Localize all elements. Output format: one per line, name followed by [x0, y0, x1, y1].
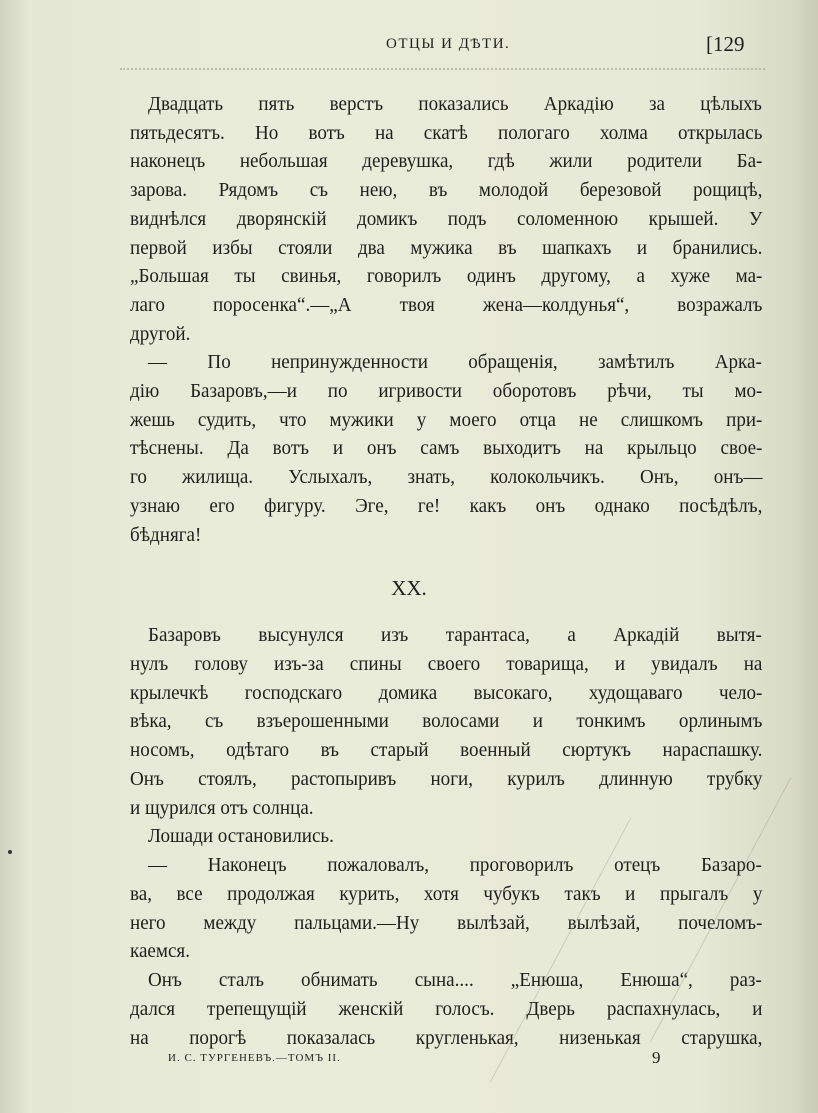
page-number: [129: [706, 32, 745, 56]
text-line: носомъ, одѣтаго въ старый военный сюртукъ нараспашку.: [130, 739, 763, 761]
text-line: жешь судить, что мужики у моего отца не слишкомъ при-: [130, 408, 763, 431]
text-line: ва, все продолжая курить, хотя чубукъ такъ и прыгалъ у: [130, 882, 763, 905]
text-line: другой.: [130, 322, 191, 345]
text-line: на порогѣ показалась кругленькая, низенькая старушка,: [130, 1026, 763, 1049]
text-line: каемся.: [130, 940, 190, 963]
text-line: тѣснены. Да вотъ и онъ самъ выходитъ на крыльцо свое-: [130, 437, 763, 460]
text-line: виднѣлся дворянскій домикъ подъ соломенною крышей. У: [130, 207, 763, 230]
text-line: первой избы стояли два мужика въ шапкахъ и бранились.: [130, 236, 763, 259]
text-line: Базаровъ высунулся изъ тарантаса, а Аркадій вытя-: [148, 624, 762, 646]
text-line: вѣка, съ взъерошенными волосами и тонкимъ орлинымъ: [130, 710, 763, 733]
text-line: го жилища. Услыхалъ, знать, колокольчикъ. Онъ, онъ—: [130, 466, 763, 489]
text-line: дію Базаровъ,—и по игривости оборотовъ рѣчи, ты мо-: [130, 380, 763, 402]
text-line: дался трепещущій женскій голосъ. Дверь распахнулась, и: [130, 997, 763, 1020]
text-line: Онъ стоялъ, растопыривъ ноги, курилъ длинную трубку: [130, 767, 763, 790]
text-line: — Наконецъ пожаловалъ, проговорилъ отецъ Базаро-: [148, 854, 762, 876]
footer-signature: И. С. ТУРГЕНЕВЪ.—ТОМЪ II.: [168, 1052, 341, 1064]
chapter-heading: XX.: [391, 576, 427, 600]
text-line: крылечкѣ господскаго домика высокаго, худощаваго чело-: [130, 681, 763, 704]
text-line: наконецъ небольшая деревушка, гдѣ жили родители Ба-: [130, 150, 763, 173]
text-line: узнаю его фигуру. Эге, ге! какъ онъ однако посѣдѣлъ,: [130, 494, 763, 517]
text-line: „Большая ты свинья, говорилъ одинъ другому, а хуже ма-: [130, 265, 763, 288]
text-line: Онъ сталъ обнимать сына.... „Енюша, Енюша“, раз-: [148, 969, 762, 991]
text-line: Двадцать пять верстъ показались Аркадію за цѣлыхъ: [148, 93, 762, 115]
text-line: — По непринужденности обращенія, замѣтилъ Арка-: [148, 351, 762, 374]
text-line: пятьдесятъ. Но вотъ на скатѣ пологаго холма открылась: [130, 121, 763, 144]
footer-sheet-number: 9: [652, 1048, 661, 1067]
paper-speck: [8, 850, 12, 854]
text-line: и щурился отъ солнца.: [130, 796, 314, 819]
text-line: лаго поросенка“.—„А твоя жена—колдунья“, возражалъ: [130, 293, 763, 316]
text-line: нулъ голову изъ-за спины своего товарища, и увидалъ на: [130, 652, 763, 675]
running-header: [0, 30, 818, 60]
text-line: него между пальцами.—Ну вылѣзай, вылѣзай, почеломъ-: [130, 911, 763, 934]
text-line: зарова. Рядомъ съ нею, въ молодой березовой рощицѣ,: [130, 179, 763, 202]
text-line: бѣдняга!: [130, 523, 202, 546]
header-rule: [120, 68, 765, 70]
text-line: Лошади остановились.: [148, 825, 334, 848]
running-title: ОТЦЫ И ДѢТИ.: [386, 36, 511, 52]
